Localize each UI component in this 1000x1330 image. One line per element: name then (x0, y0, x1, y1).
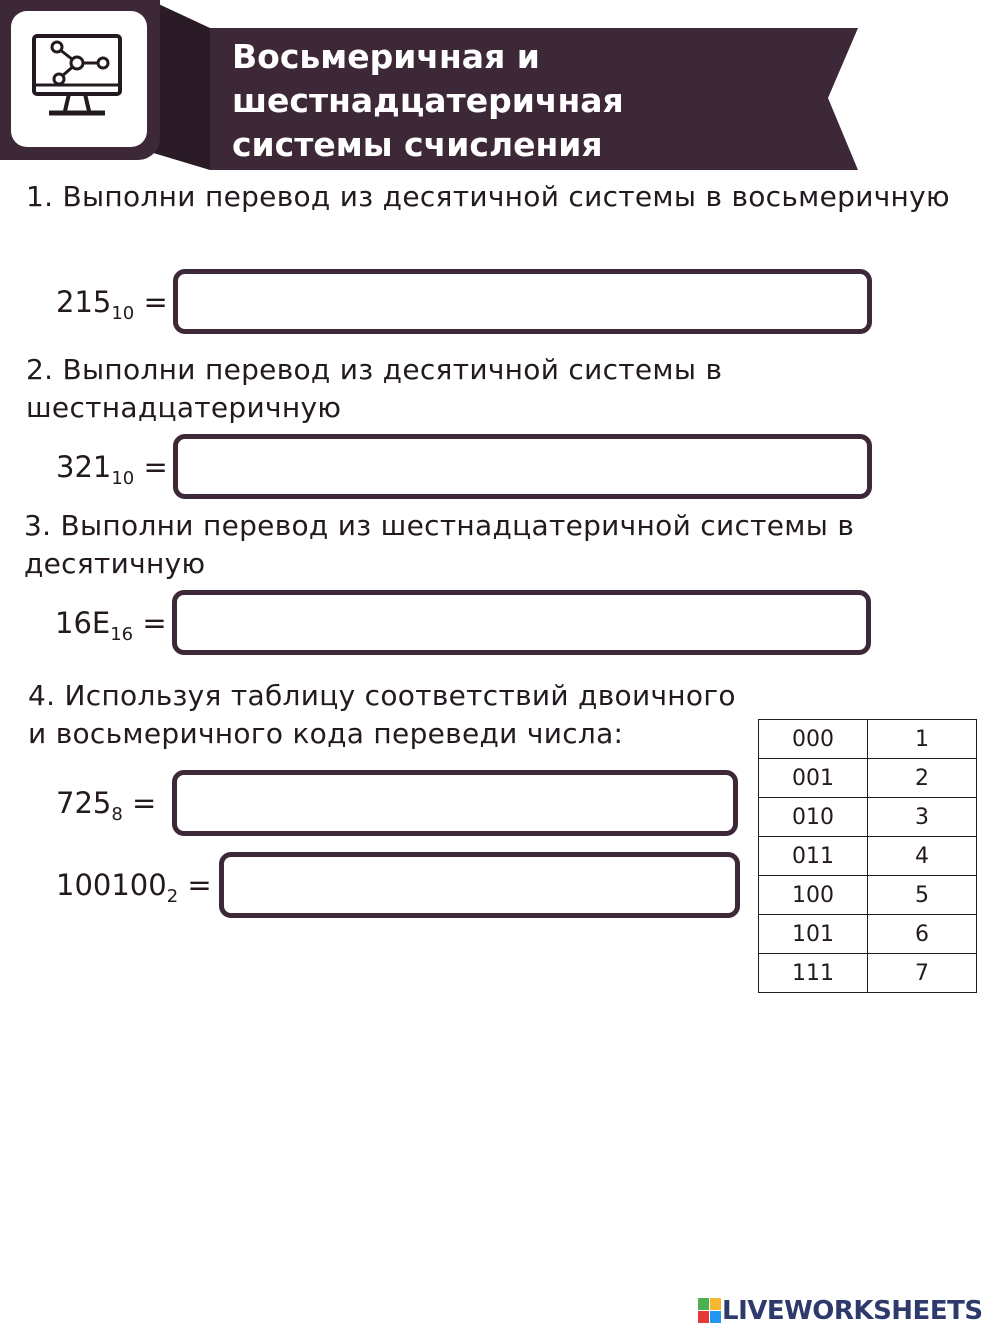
table-cell-octal: 1 (868, 720, 977, 759)
page-title-line-1: Восьмеричная и (232, 37, 540, 76)
question-1-equals: = (134, 285, 168, 319)
question-4b-base: 2 (166, 886, 179, 907)
table-cell-binary: 001 (759, 759, 868, 798)
table-row (759, 759, 977, 798)
question-2-base: 10 (111, 468, 135, 489)
table-cell-binary: 111 (759, 954, 868, 993)
answer-3-input[interactable] (172, 590, 871, 655)
table-row (759, 876, 977, 915)
question-2-value: 321 (56, 450, 112, 484)
question-4b-value: 100100 (56, 868, 167, 902)
table-row (759, 837, 977, 876)
table-row (759, 798, 977, 837)
table-cell-binary: 100 (759, 876, 868, 915)
question-3-text: 3. Выполни перевод из шестнадцатеричной системы в десятичную (24, 509, 855, 580)
answer-4b-input[interactable] (219, 852, 740, 918)
table-row (759, 915, 977, 954)
answer-4a-input[interactable] (172, 770, 738, 836)
question-4a-equals: = (122, 786, 157, 820)
table-cell-binary: 011 (759, 837, 868, 876)
page-title-line-3: системы счисления (232, 125, 603, 164)
question-4a-label (56, 783, 156, 823)
question-1-text: 1. Выполни перевод из десятичной системы в восьмеричную (26, 180, 950, 213)
table-cell-octal: 3 (868, 798, 977, 837)
icon-frame (0, 0, 160, 160)
question-2-label (56, 447, 168, 487)
logo-text: LIVEWORKSHEETS (722, 1296, 983, 1326)
computer-network-icon (31, 33, 127, 125)
table-cell-binary: 101 (759, 915, 868, 954)
table-cell-binary: 000 (759, 720, 868, 759)
page-title-line-2: шестнадцатеричная (232, 81, 624, 120)
icon-tile (11, 11, 147, 147)
question-4b-label (56, 865, 212, 905)
binary-octal-table (758, 719, 977, 993)
question-3-base: 16 (110, 624, 134, 645)
question-4a-value: 725 (56, 786, 112, 820)
logo-squares-icon (698, 1298, 722, 1324)
question-1-value: 215 (56, 285, 112, 319)
question-2-text: 2. Выполни перевод из десятичной системы в шестнадцатеричную (26, 353, 723, 424)
liveworksheets-logo[interactable] (698, 1296, 983, 1326)
question-3-equals: = (133, 606, 167, 640)
answer-1-input[interactable] (173, 269, 872, 334)
question-4a-base: 8 (111, 804, 123, 825)
table-cell-octal: 2 (868, 759, 977, 798)
question-3-label (55, 603, 167, 643)
question-4-text: 4. Используя таблицу соответствий двоичного и восьмеричного кода переведи числа: (28, 679, 736, 750)
table-cell-octal: 5 (868, 876, 977, 915)
table-cell-octal: 4 (868, 837, 977, 876)
table-cell-octal: 6 (868, 915, 977, 954)
table-cell-octal: 7 (868, 954, 977, 993)
table-row (759, 720, 977, 759)
question-2-equals: = (134, 450, 168, 484)
question-4b-equals: = (178, 868, 212, 902)
question-1-label (56, 282, 168, 322)
answer-2-input[interactable] (173, 434, 872, 499)
table-row (759, 954, 977, 993)
question-3-value: 16E (55, 606, 111, 640)
table-cell-binary: 010 (759, 798, 868, 837)
question-1-base: 10 (111, 303, 135, 324)
